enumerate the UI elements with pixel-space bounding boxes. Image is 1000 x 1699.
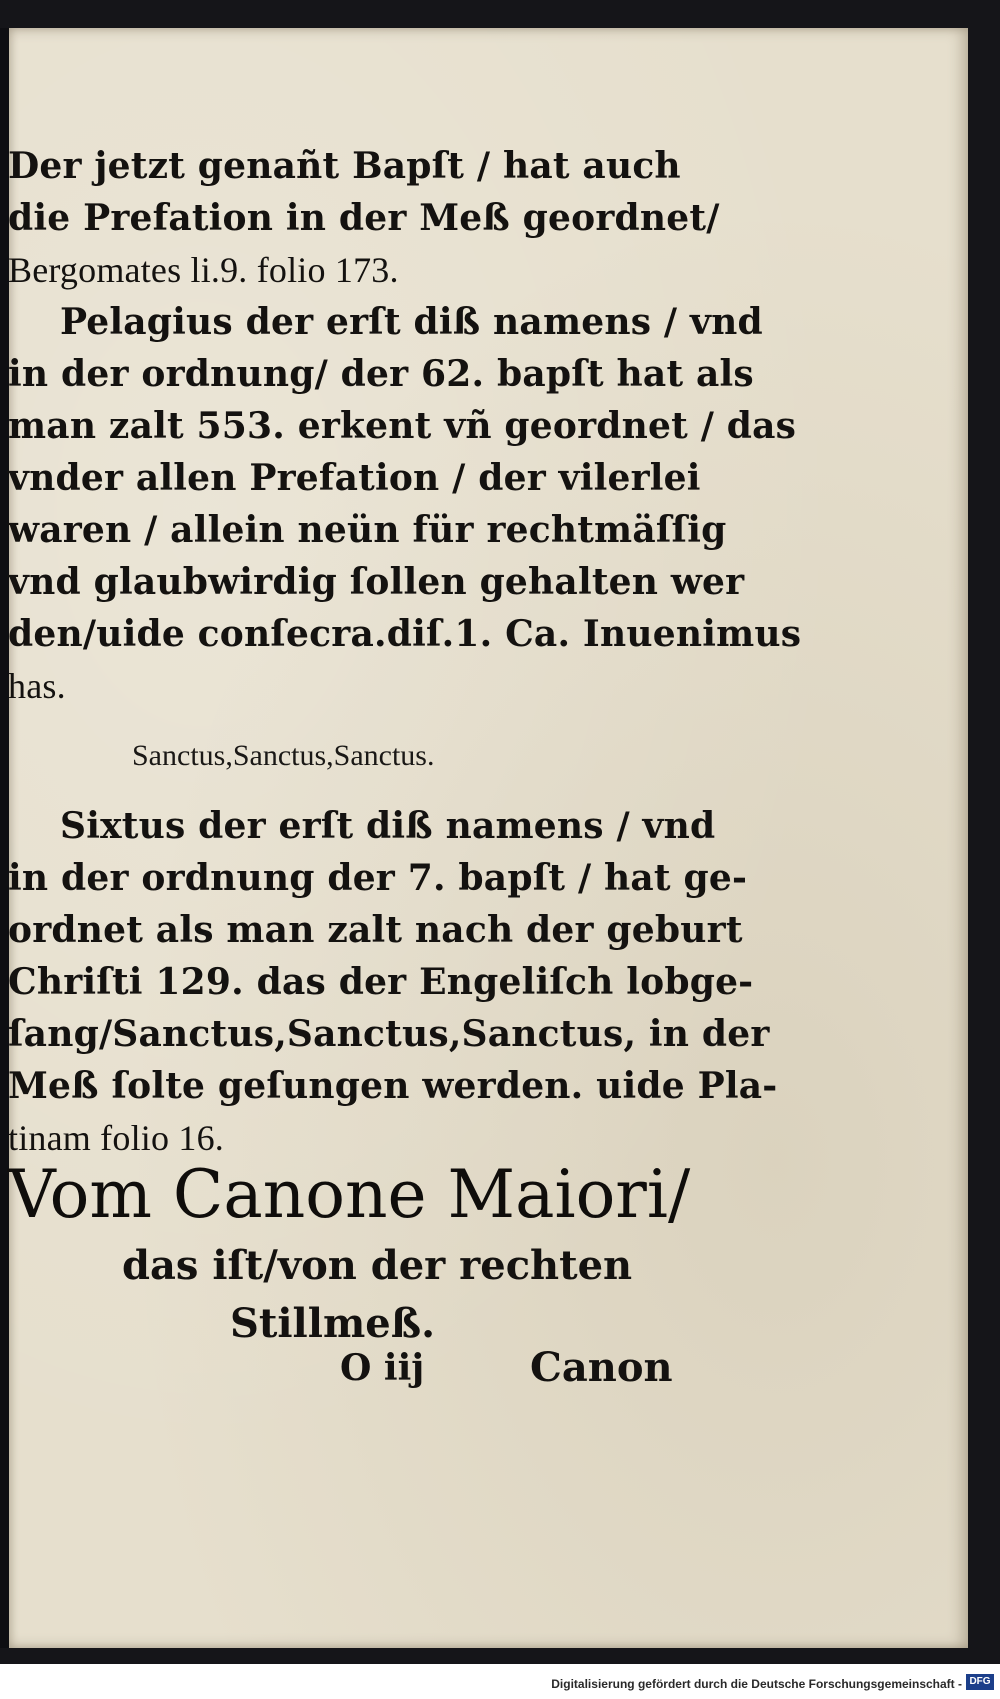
text-line: waren / allein neün für rechtmäſſig xyxy=(8,509,727,551)
text-line: Pelagius der erſt diß namens / vnd xyxy=(60,301,763,343)
text-line: in der ordnung/ der 62. bapſt hat als xyxy=(8,353,754,395)
text-line: ordnet als man zalt nach der geburt xyxy=(8,909,743,951)
text-line: has. xyxy=(8,666,66,706)
text-line: in der ordnung der 7. bapſt / hat ge- xyxy=(8,857,748,899)
text-line: ſang/Sanctus,Sanctus,Sanctus, in der xyxy=(8,1013,770,1055)
funding-credit: Digitalisierung gefördert durch die Deutsche Forschungsgemeinschaft - xyxy=(551,1677,962,1691)
chapter-subtitle: das iſt/von der rechten xyxy=(122,1242,633,1289)
dfg-logo: DFG xyxy=(966,1674,994,1690)
chapter-subtitle-2: Stillmeß. xyxy=(230,1300,436,1347)
text-line: Bergomates li.9. folio 173. xyxy=(8,250,399,290)
text-line: tinam folio 16. xyxy=(8,1118,224,1158)
text-line: Der jetzt genañt Bapſt / hat auch xyxy=(8,145,681,187)
catchword: Canon xyxy=(530,1344,673,1391)
signature-mark: O iij xyxy=(340,1347,425,1389)
text-line: die Prefation in der Meß geordnet/ xyxy=(8,197,720,239)
chapter-heading: Vom Canone Maiori/ xyxy=(8,1156,691,1233)
section-subheading: Sanctus,Sanctus,Sanctus. xyxy=(132,739,435,772)
text-line: vnder allen Prefation / der vilerlei xyxy=(8,457,701,499)
text-line: Meß ſolte geſungen werden. uide Pla- xyxy=(8,1065,778,1107)
text-line: Sixtus der erſt diß namens / vnd xyxy=(60,805,716,847)
body-text xyxy=(0,140,802,1164)
text-line: man zalt 553. erkent vñ geordnet / das xyxy=(8,405,797,447)
text-line: Chriſti 129. das der Engeliſch lobge- xyxy=(8,961,754,1003)
text-line: den/uide conſecra.diſ.1. Ca. Inuenimus xyxy=(8,613,802,655)
text-line: vnd glaubwirdig ſollen gehalten wer xyxy=(8,561,745,603)
